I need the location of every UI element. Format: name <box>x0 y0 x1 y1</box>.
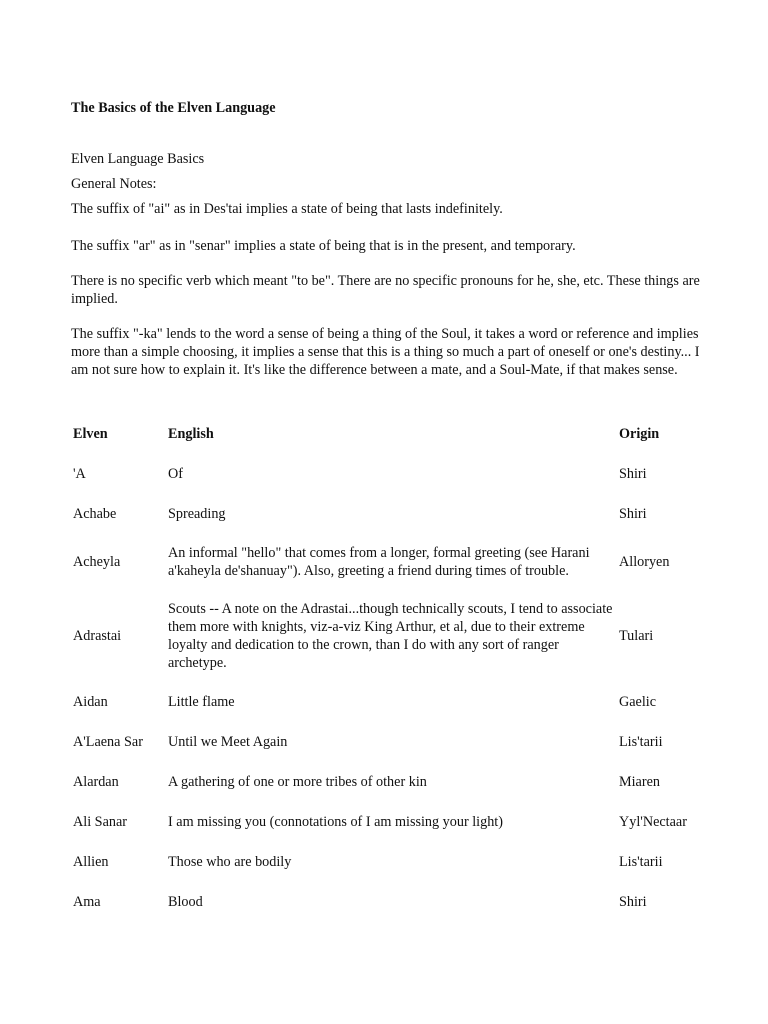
cell-elven: Allien <box>73 854 109 870</box>
table-row <box>73 732 713 752</box>
cell-origin: Shiri <box>619 466 647 482</box>
row-spacer <box>73 580 713 600</box>
cell-english: Until we Meet Again <box>168 734 288 750</box>
general-notes-label: General Notes: <box>71 176 157 192</box>
cell-elven: Adrastai <box>73 628 122 644</box>
table-header-row <box>73 424 713 444</box>
cell-origin: Alloryen <box>619 554 670 570</box>
cell-origin: Lis'tarii <box>619 854 663 870</box>
vocabulary-table <box>73 424 713 912</box>
cell-elven: Achabe <box>73 506 117 522</box>
cell-origin: Tulari <box>619 628 654 644</box>
cell-english: An informal "hello" that comes from a longer, formal greeting (see Harani a'kaheyla de'shanuay"). Also, greeting a friend during times of trouble. <box>168 545 590 579</box>
cell-origin: Lis'tarii <box>619 734 663 750</box>
cell-elven: Ama <box>73 894 101 910</box>
cell-english: Of <box>168 466 183 482</box>
row-spacer <box>73 484 713 504</box>
cell-elven: A'Laena Sar <box>73 734 143 750</box>
row-spacer <box>73 712 713 732</box>
row-spacer <box>73 672 713 692</box>
document-subtitle: Elven Language Basics <box>71 151 205 167</box>
header-elven: Elven <box>73 426 108 442</box>
cell-english: A gathering of one or more tribes of other kin <box>168 774 427 790</box>
cell-elven: Alardan <box>73 774 119 790</box>
header-english: English <box>168 426 214 442</box>
row-spacer <box>73 872 713 892</box>
table-row <box>73 852 713 872</box>
table-row <box>73 772 713 792</box>
table-row <box>73 464 713 484</box>
paragraph-to-be: There is no specific verb which meant "to be". There are no specific pronouns for he, she, etc. These things are implied. <box>71 273 700 307</box>
cell-elven: Aidan <box>73 694 108 710</box>
cell-english: Blood <box>168 894 203 910</box>
cell-elven: Ali Sanar <box>73 814 127 830</box>
table-row <box>73 692 713 712</box>
paragraph-suffix-ai: The suffix of "ai" as in Des'tai implies a state of being that lasts indefinitely. <box>71 201 503 217</box>
table-row <box>73 600 713 672</box>
cell-elven: 'A <box>73 466 86 482</box>
row-spacer <box>73 752 713 772</box>
cell-origin: Shiri <box>619 506 647 522</box>
cell-origin: Gaelic <box>619 694 657 710</box>
cell-english: Scouts -- A note on the Adrastai...though technically scouts, I tend to associate them more with knights, viz-a-viz King Arthur, et al, due to their extreme loyalty and dedication to the crown, than I do with any sort of ranger archetype. <box>168 601 613 671</box>
cell-origin: Yyl'Nectaar <box>619 814 687 830</box>
document-body <box>71 99 701 379</box>
row-spacer <box>73 444 713 464</box>
cell-english: Those who are bodily <box>168 854 292 870</box>
paragraph-suffix-ar: The suffix "ar" as in "senar" implies a state of being that is in the present, and temporary. <box>71 238 576 254</box>
cell-english: Spreading <box>168 506 226 522</box>
document-title: The Basics of the Elven Language <box>71 100 276 116</box>
cell-origin: Miaren <box>619 774 660 790</box>
cell-english: Little flame <box>168 694 235 710</box>
table-row <box>73 812 713 832</box>
table-row <box>73 504 713 524</box>
cell-elven: Acheyla <box>73 554 121 570</box>
paragraph-suffix-ka: The suffix "-ka" lends to the word a sense of being a thing of the Soul, it takes a word or reference and implies more than a simple choosing, it implies a sense that this is a thing so much a part of oneself or one's destiny... I am not sure how to explain it. It's like the difference between a mate, and a Soul-Mate, if that makes sense. <box>71 326 700 378</box>
row-spacer <box>73 524 713 544</box>
row-spacer <box>73 832 713 852</box>
table-row <box>73 544 713 580</box>
cell-english: I am missing you (connotations of I am missing your light) <box>168 814 503 830</box>
header-origin: Origin <box>619 426 660 442</box>
row-spacer <box>73 792 713 812</box>
table-row <box>73 892 713 912</box>
cell-origin: Shiri <box>619 894 647 910</box>
